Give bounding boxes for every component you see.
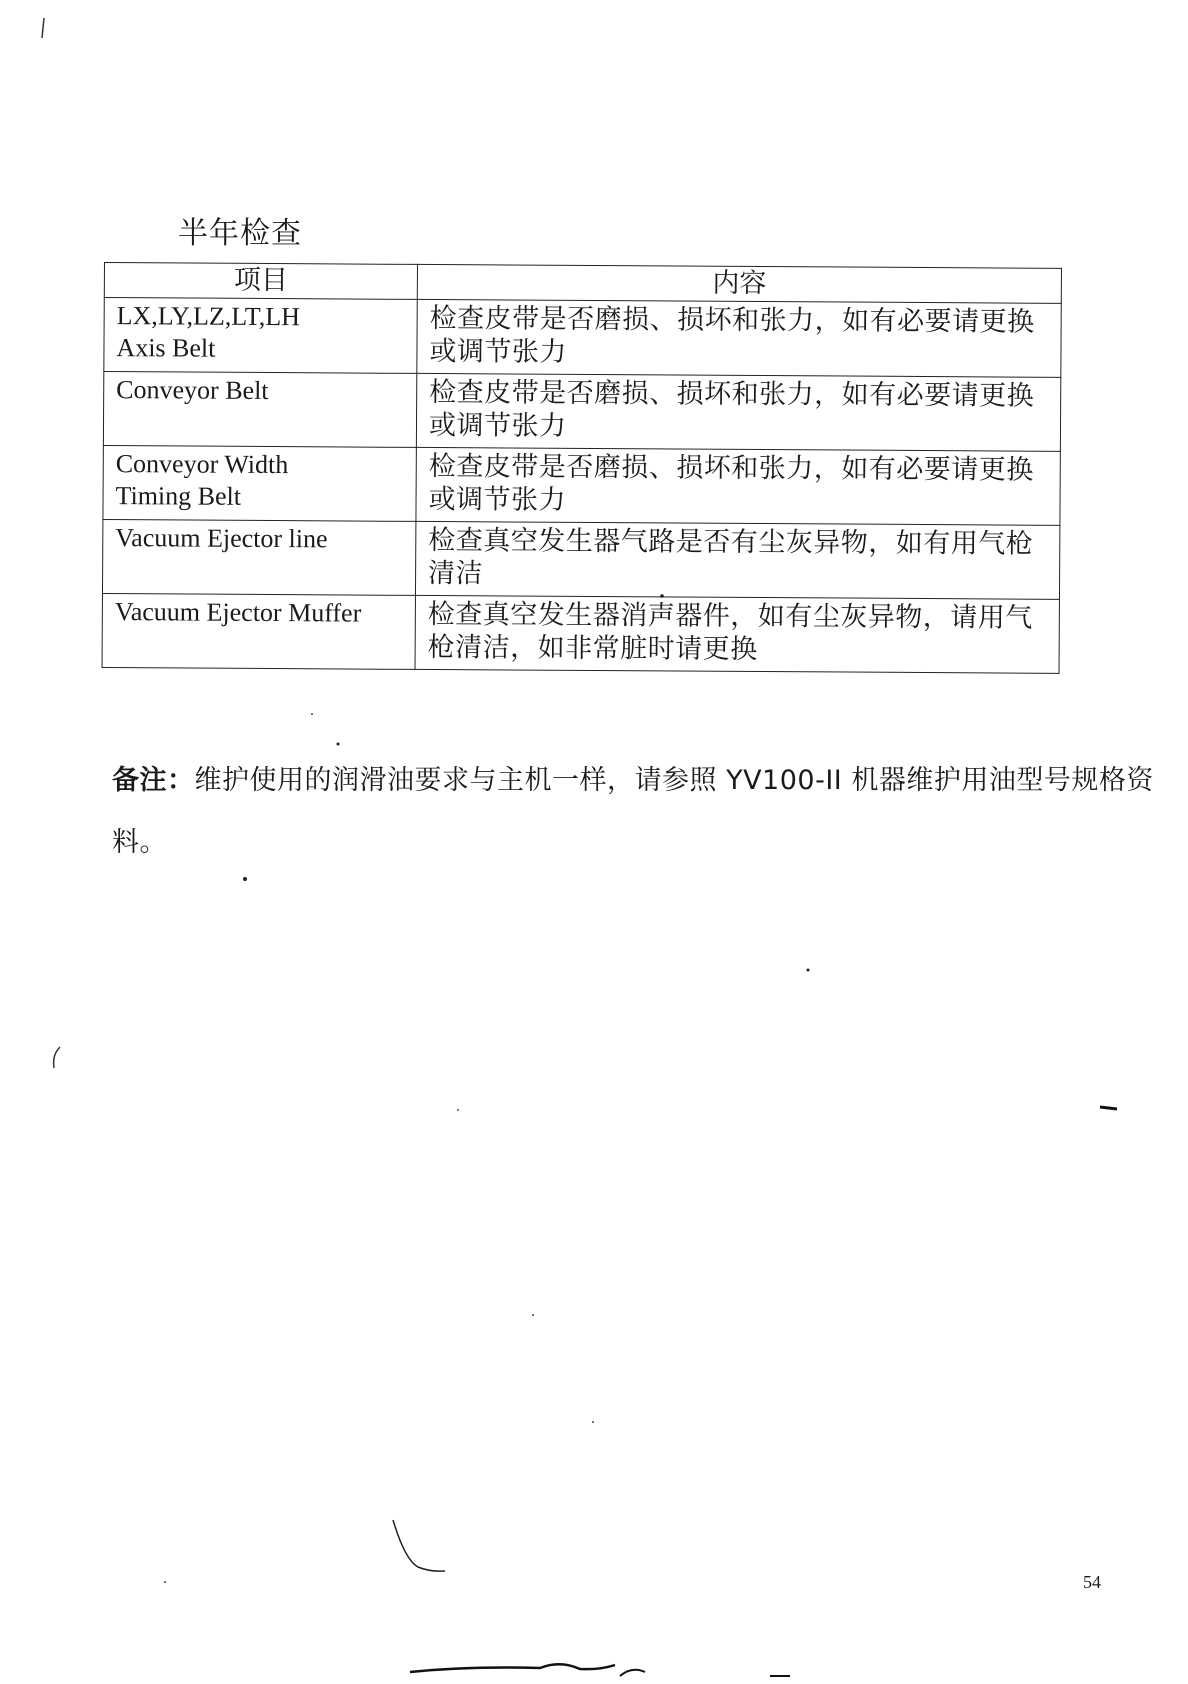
column-header-item: 项目 xyxy=(104,263,417,300)
page-number: 54 xyxy=(1083,1572,1101,1592)
table-cell-content: 检查真空发生器气路是否有尘灰异物，如有用气枪清洁 xyxy=(415,521,1059,599)
table-cell-content: 检查真空发生器消声器件，如有尘灰异物，请用气枪清洁，如非常脏时请更换 xyxy=(415,595,1059,673)
table-cell-item: LX,LY,LZ,LT,LH Axis Belt xyxy=(104,298,417,374)
table-cell-content: 检查皮带是否磨损、损坏和张力，如有必要请更换或调节张力 xyxy=(416,373,1060,451)
table-cell-item: Vacuum Ejector Muffer xyxy=(102,593,415,669)
table-cell-item: Vacuum Ejector line xyxy=(102,519,415,595)
table-cell-content: 检查皮带是否磨损、损坏和张力，如有必要请更换或调节张力 xyxy=(417,299,1061,377)
section-title: 半年检查 xyxy=(178,216,302,251)
note-text: 维护使用的润滑油要求与主机一样，请参照 YV100-II 机器维护用油型号规格资料。 xyxy=(112,765,1154,858)
table-cell-content: 检查皮带是否磨损、损坏和张力，如有必要请更换或调节张力 xyxy=(416,447,1060,525)
table-cell-item: Conveyor Belt xyxy=(103,372,416,448)
table-cell-item: Conveyor Width Timing Belt xyxy=(103,445,416,521)
column-header-content: 内容 xyxy=(417,264,1061,303)
note-label: 备注： xyxy=(112,765,195,796)
